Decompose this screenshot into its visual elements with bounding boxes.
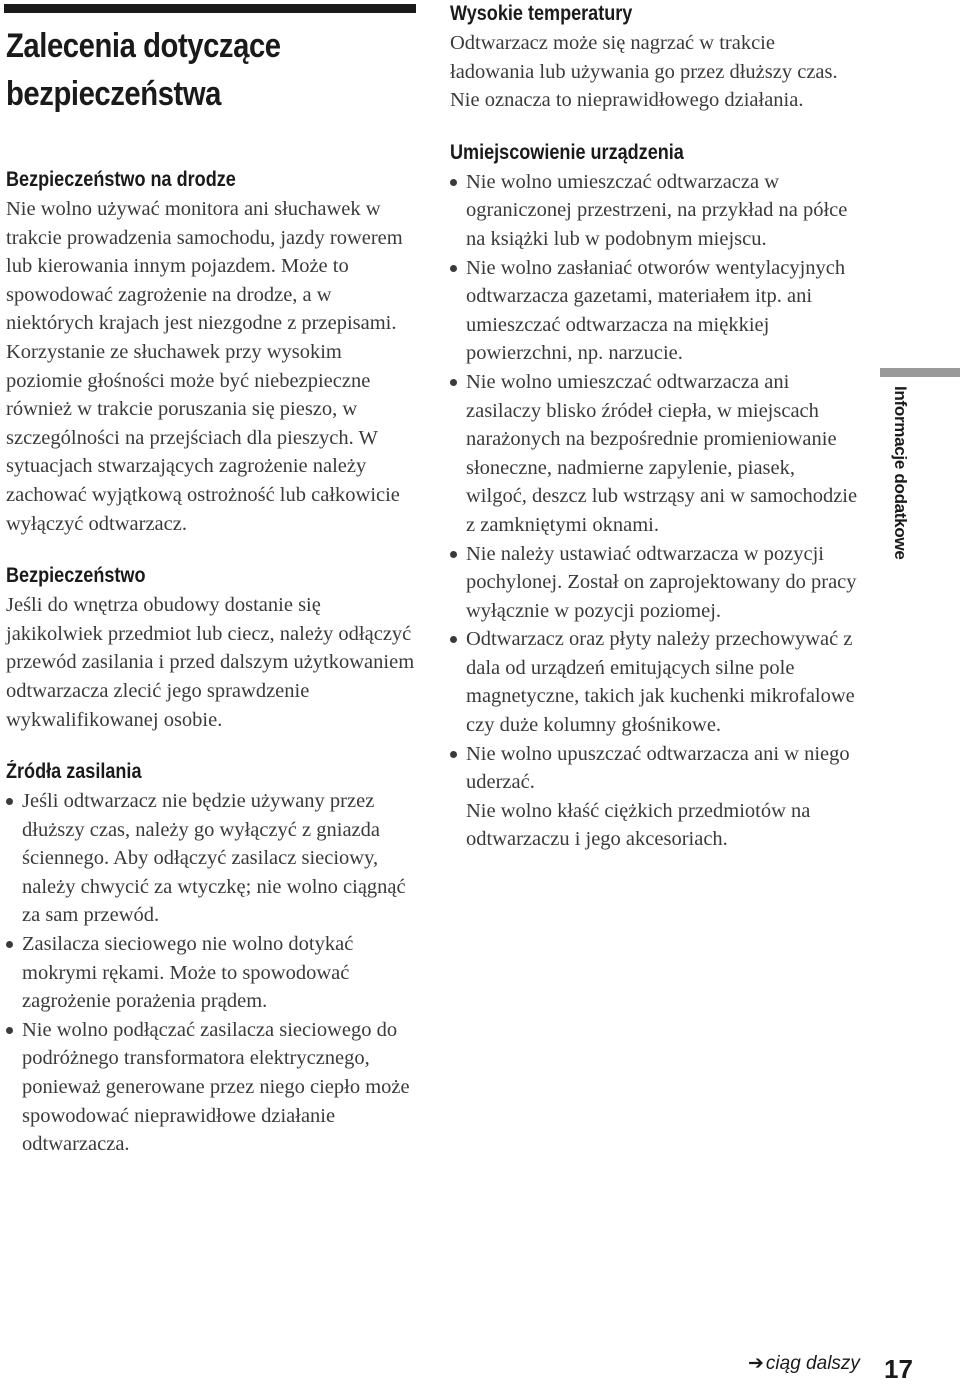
left-column	[6, 22, 420, 1159]
section-heading-safety: Bezpieczeństwo	[6, 564, 146, 588]
placement-list	[450, 168, 860, 854]
bullet-icon	[450, 379, 457, 386]
top-rule	[4, 4, 416, 13]
power-list	[6, 787, 420, 1159]
bullet-icon	[450, 551, 457, 558]
list-item: Nie wolno upuszczać odtwarzacza ani w niego uderzać. Nie wolno kłaść ciężkich przedmiotów na odtwarzaczu i jego akcesoriach.	[450, 740, 860, 854]
section-heading-road: Bezpieczeństwo na drodze	[6, 168, 236, 191]
list-item: Nie wolno umieszczać odtwarzacza w ograniczonej przestrzeni, na przykład na półce na książki lub w podobnym miejscu.	[450, 168, 860, 254]
bullet-icon	[450, 751, 457, 758]
side-tab-marker	[880, 368, 960, 377]
list-item: Nie wolno podłączać zasilacza sieciowego do podróżnego transformatora elektrycznego, ponieważ generowane przez niego ciepło może spowodować nieprawidłowe działanie odtwarzacza.	[6, 1016, 420, 1159]
side-label	[884, 386, 914, 576]
bullet-icon	[450, 265, 457, 272]
arrow-right-icon: ➔	[748, 1353, 764, 1374]
page-title: Zalecenia dotyczące bezpieczeństwa	[6, 27, 281, 113]
section-heading-placement: Umiejscowienie urządzenia	[450, 140, 684, 164]
bullet-icon	[6, 941, 13, 948]
list-item: Odtwarzacz oraz płyty należy przechowywać z dala od urządzeń emitujących silne pole magnetyczne, takich jak kuchenki mikrofalowe czy duże kolumny głośnikowe.	[450, 625, 860, 739]
section-text-temperature: Odtwarzacz może się nagrzać w trakcie ładowania lub używania go przez dłuższy czas. Nie oznacza to nieprawidłowego działania.	[450, 32, 838, 112]
continued-note	[748, 1352, 860, 1375]
list-item: Zasilacza sieciowego nie wolno dotykać mokrymi rękami. Może to spowodować zagrożenie porażenia prądem.	[6, 930, 420, 1016]
bullet-icon	[6, 1027, 13, 1034]
bullet-icon	[6, 798, 13, 805]
side-label-text: Informacje dodatkowe	[891, 386, 910, 560]
section-text-safety: Jeśli do wnętrza obudowy dostanie się jakikolwiek przedmiot lub ciecz, należy odłączyć przewód zasilania i przed dalszym użytkowaniem odtwarzacza zlecić jego sprawdzenie wykwalifikowanej osobie.	[6, 594, 415, 731]
section-text-road: Nie wolno używać monitora ani słuchawek w trakcie prowadzenia samochodu, jazdy rowerem lub kierowania innym pojazdem. Może to spowodować zagrożenie na drodze, a w niektórych krajach jest niezgodne z przepisami. Korzystanie ze słuchawek przy wysokim poziomie głośności może być niebezpieczne również w trakcie poruszania się pieszo, w szczególności na przejściach dla pieszych. W sytuacjach stwarzających zagrożenie należy zachować wyjątkową ostrożność lub całkowicie wyłączyć odtwarzacz.	[6, 198, 403, 535]
list-item: Nie należy ustawiać odtwarzacza w pozycji pochylonej. Został on zaprojektowany do pracy wyłącznie w pozycji poziomej.	[450, 540, 860, 626]
bullet-icon	[450, 179, 457, 186]
section-heading-temperature: Wysokie temperatury	[450, 2, 633, 25]
page-number: 17	[884, 1354, 913, 1384]
right-column	[450, 0, 860, 854]
list-item: Nie wolno umieszczać odtwarzacza ani zasilaczy blisko źródeł ciepła, w miejscach narażonych na bezpośrednie promieniowanie słoneczne, nadmierne zapylenie, piasek, wilgoć, deszcz lub wstrząsy ani w samochodzie z zamkniętymi oknami.	[450, 368, 860, 540]
continued-text: ciąg dalszy	[765, 1353, 860, 1374]
section-heading-power: Źródła zasilania	[6, 760, 142, 784]
bullet-icon	[450, 636, 457, 643]
list-item: Nie wolno zasłaniać otworów wentylacyjnych odtwarzacza gazetami, materiałem itp. ani umieszczać odtwarzacza na miękkiej powierzchni, np. narzucie.	[450, 254, 860, 368]
placement-note: Nie wolno kłaść ciężkich przedmiotów na odtwarzaczu i jego akcesoriach.	[466, 799, 811, 851]
list-item: Jeśli odtwarzacz nie będzie używany przez dłuższy czas, należy go wyłączyć z gniazda ściennego. Aby odłączyć zasilacz sieciowy, należy chwycić za wtyczkę; nie wolno ciągnąć za sam przewód.	[6, 787, 420, 930]
